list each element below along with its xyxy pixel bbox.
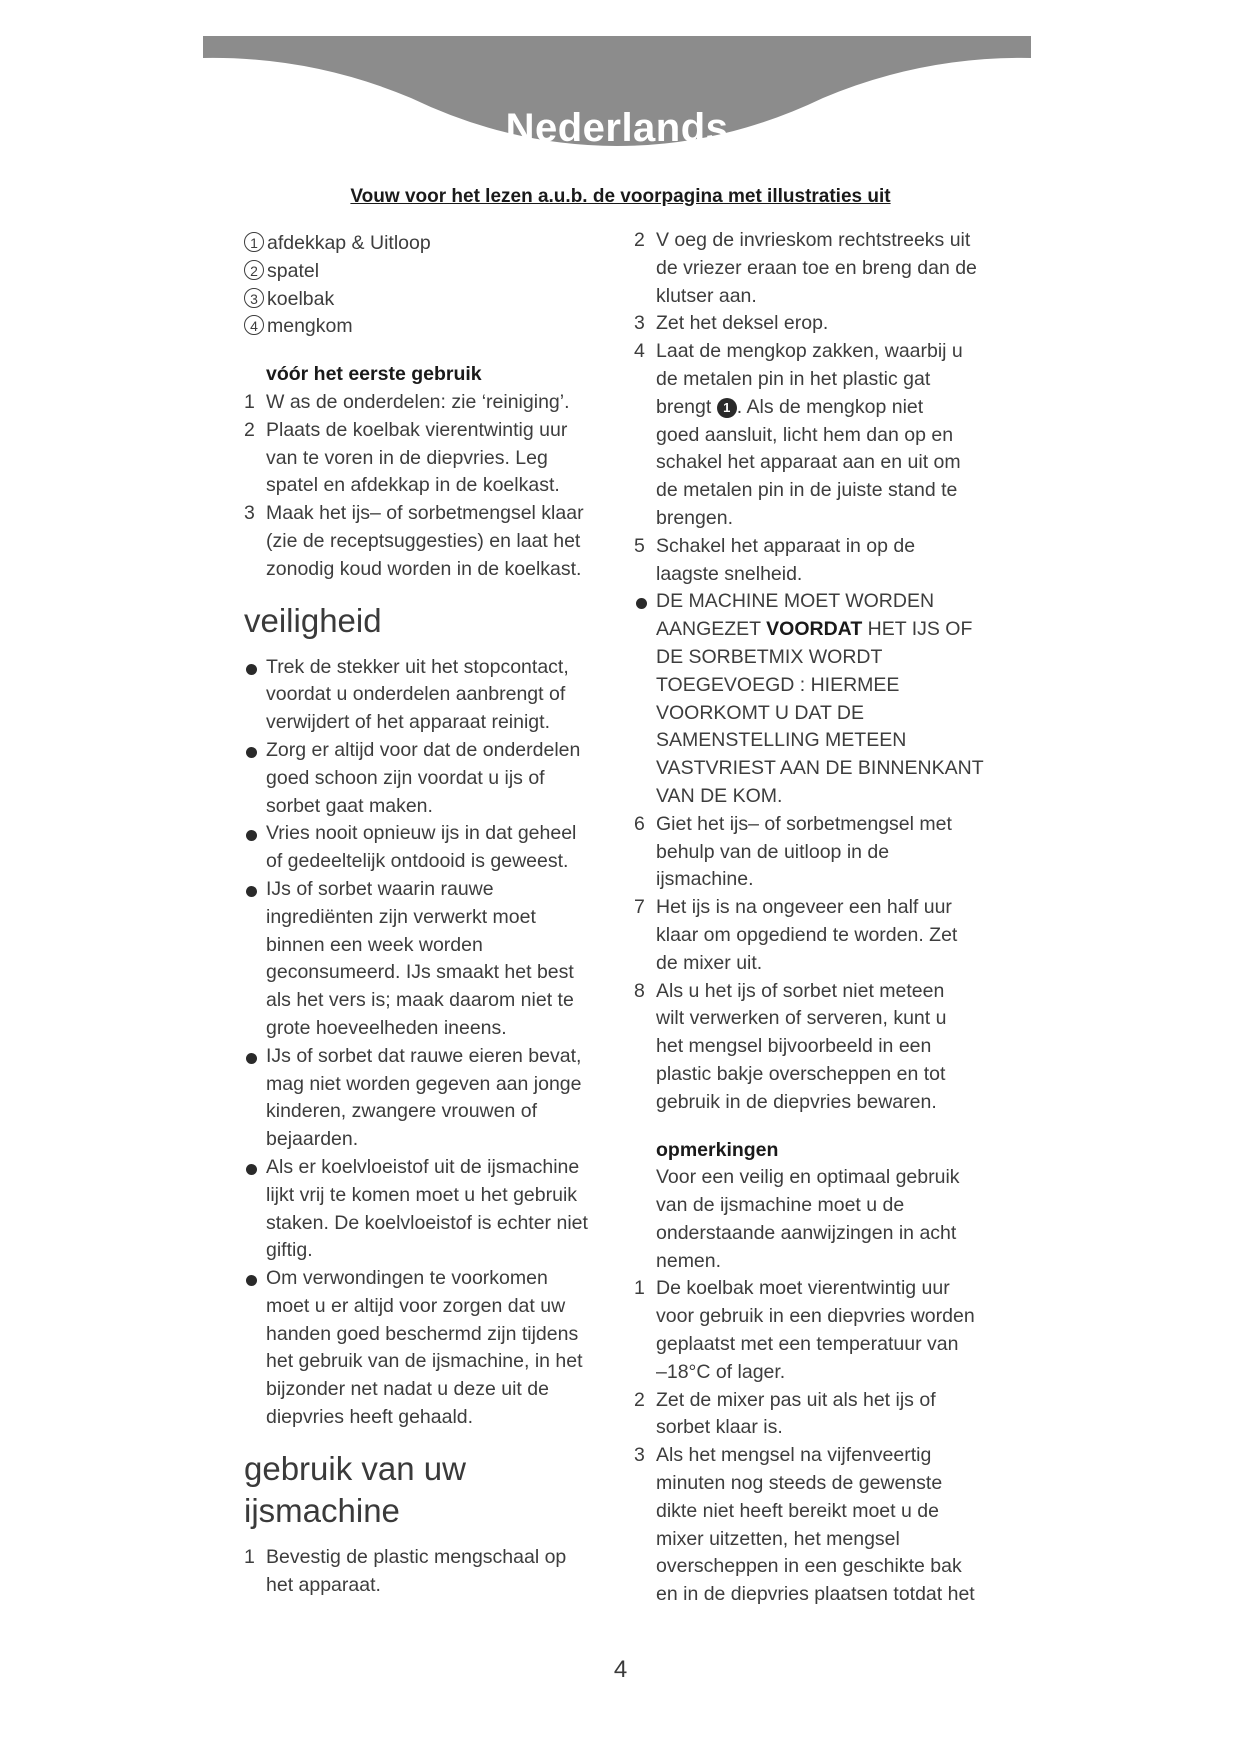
bullet-dot [246, 886, 257, 897]
safety-bullet: IJs of sorbet dat rauwe eieren bevat, mag niet worden gegeven aan jonge kinderen, zwangere vrouwen of bejaarden. [244, 1043, 616, 1154]
notes-step: 3 Als het mengsel na vijfenveertig minuten nog steeds de gewenste dikte niet heeft bereikt moet u de mixer uitzetten, het mengsel overscheppen in een geschikte bak en in de diepvries plaatsen totdat het [634, 1444, 975, 1606]
left-column [244, 230, 616, 1599]
voordat-emphasis: VOORDAT [766, 618, 863, 641]
notes-step: 2 Zet de mixer pas uit als het ijs of sorbet klaar is. [634, 1388, 936, 1439]
parts-item: 2 spatel [244, 258, 616, 286]
parts-item: 1 afdekkap & Uitloop [244, 230, 616, 258]
usage-step: 3 Zet het deksel erop. [634, 312, 829, 335]
notes-intro: Voor een veilig en optimaal gebruik van de ijsmachine moet u de onderstaande aanwijzingen in acht nemen. [656, 1166, 960, 1272]
bullet-dot [636, 598, 647, 609]
parts-item: 4 mengkom [244, 313, 616, 341]
usage-step: 2 V oeg de invrieskom rechtstreeks uit de vriezer eraan toe en breng dan de klutser aan. [634, 229, 977, 307]
illustration-marker-icon: 1 [717, 398, 737, 418]
notes-step: 1 De koelbak moet vierentwintig uur voor gebruik in een diepvries worden geplaatst met een temperatuur van –18°C of lager. [634, 1277, 975, 1383]
page-title: Nederlands [505, 106, 729, 150]
usage-step: 4 Laat de mengkop zakken, waarbij u de metalen pin in het plastic gat brengt 1 . Als de mengkop niet goed aansluit, licht hem dan op en schakel het apparaat aan en uit om de metalen pin in de juiste stand te brengen. [634, 340, 963, 529]
first-use-step: 1 W as de onderdelen: zie ‘reiniging’. [244, 390, 570, 413]
first-use-heading: vóór het eerste gebruik [266, 363, 482, 386]
usage-step: 1 Bevestig de plastic mengschaal op het apparaat. [244, 1545, 567, 1596]
safety-bullet: Vries nooit opnieuw ijs in dat geheel of gedeeltelijk ontdooid is geweest. [244, 820, 616, 876]
page-number: 4 [613, 1656, 628, 1683]
bullet-dot [246, 1164, 257, 1175]
warning-bullet: DE MACHINE MOET WORDEN AANGEZET VOORDAT HET IJS OF DE SORBETMIX WORDT TOEGEVOEGD : HIERMEE VOORKOMT U DAT DE SAMENSTELLING METEEN VASTVRIEST AAN DE BINNENKANT VAN DE KOM. [634, 588, 1014, 810]
first-use-step: 3 Maak het ijs– of sorbetmengsel klaar (zie de receptsuggesties) en laat het zonodig koud worden in de koelkast. [244, 502, 584, 580]
safety-bullet: IJs of sorbet waarin rauwe ingrediënten zijn verwerkt moet binnen een week worden geconsumeerd. IJs smaakt het best als het vers is; maak daarom niet te grote hoeveelheden ineens. [244, 876, 616, 1043]
bullet-dot [246, 1275, 257, 1286]
notes-heading: opmerkingen [656, 1138, 779, 1161]
usage-step: 5 Schakel het apparaat in op de laagste snelheid. [634, 534, 916, 585]
bullet-dot [246, 664, 257, 675]
usage-step: 7 Het ijs is na ongeveer een half uur klaar om opgediend te worden. Zet de mixer uit. [634, 896, 958, 974]
first-use-step: 2 Plaats de koelbak vierentwintig uur van te voren in de diepvries. Leg spatel en afdekkap in de koelkast. [244, 418, 568, 497]
bullet-dot [246, 747, 257, 758]
safety-heading: veiligheid [244, 601, 382, 639]
usage-step: 8 Als u het ijs of sorbet niet meteen wilt verwerken of serveren, kunt u het mengsel bijvoorbeeld in een plastic bakje overscheppen en tot gebruik in de diepvries bewaren. [634, 979, 947, 1113]
safety-bullet: Zorg er altijd voor dat de onderdelen goed schoon zijn voordat u ijs of sorbet gaat maken. [244, 737, 616, 820]
usage-step: 6 Giet het ijs– of sorbetmengsel met behulp van de uitloop in de ijsmachine. [634, 812, 952, 891]
fold-out-instruction: Vouw voor het lezen a.u.b. de voorpagina met illustraties uit [350, 186, 891, 207]
parts-item: 3 koelbak [244, 286, 616, 314]
bullet-dot [246, 830, 257, 841]
bullet-dot [246, 1053, 257, 1064]
usage-heading: gebruik van uw ijsmachine [244, 1449, 466, 1529]
safety-bullet: Om verwondingen te voorkomen moet u er altijd voor zorgen dat uw handen goed beschermd zijn tijdens het gebruik van de ijsmachine, in het bijzonder net nadat u deze uit de diepvries heeft gehaald. [244, 1265, 616, 1432]
safety-bullet: Trek de stekker uit het stopcontact, voordat u onderdelen aanbrengt of verwijdert of het apparaat reinigt. [244, 654, 616, 737]
right-column [634, 227, 1014, 1609]
header-banner [203, 36, 1031, 176]
safety-bullet: Als er koelvloeistof uit de ijsmachine lijkt vrij te komen moet u het gebruik staken. De koelvloeistof is echter niet giftig. [244, 1154, 616, 1265]
